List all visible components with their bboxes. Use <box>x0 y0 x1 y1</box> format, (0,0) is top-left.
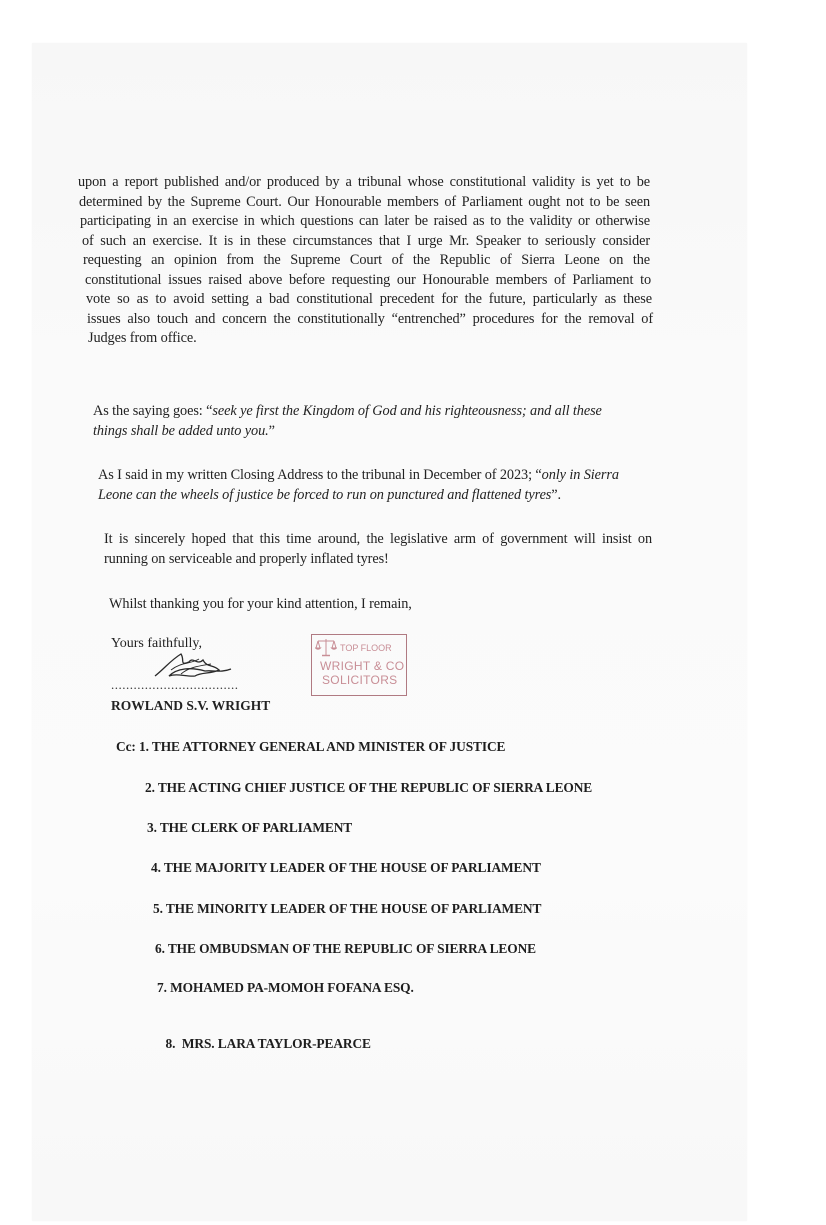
signature-block <box>111 634 411 720</box>
text-line: requesting an opinion from the Supreme Court of the Republic of Sierra Leone on the <box>83 252 650 268</box>
text-line: Whilst thanking you for your kind attention, I remain, <box>109 596 412 612</box>
stamp-solicitors: SOLICITORS <box>322 673 398 687</box>
text-line <box>93 422 653 442</box>
text-line: running on serviceable and properly inflated tyres! <box>104 550 389 567</box>
quote-lead: As I said in my written Closing Address to the tribunal in December of 2023; “ <box>98 467 542 483</box>
cc-item <box>116 739 505 755</box>
cc-recipient: 8. MRS. LARA TAYLOR-PEARCE <box>165 1036 371 1051</box>
cc-item <box>159 1020 371 1052</box>
text-line: It is sincerely hoped that this time around, the legislative arm of government will insist on <box>104 531 652 547</box>
cc-recipient: 4. THE MAJORITY LEADER OF THE HOUSE OF PARLIAMENT <box>151 860 541 875</box>
quote-italic: only in Sierra <box>541 467 619 483</box>
text-line: constitutional issues raised above before requesting our Honourable members of Parliament to <box>85 271 651 288</box>
scales-of-justice-icon <box>315 638 337 658</box>
cc-recipient: 1. THE ATTORNEY GENERAL AND MINISTER OF JUSTICE <box>139 739 506 754</box>
text-line: of such an exercise. It is in these circumstances that I urge Mr. Speaker to seriously consider <box>82 232 650 249</box>
text-line <box>98 486 658 506</box>
quote-lead: As the saying goes: “ <box>93 403 213 419</box>
valediction: Yours faithfully, <box>111 636 203 651</box>
text-line: Judges from office. <box>88 330 197 346</box>
cc-recipient: 6. THE OMBUDSMAN OF THE REPUBLIC OF SIERRA LEONE <box>155 941 536 956</box>
quote-italic: things shall be added unto you. <box>93 422 269 439</box>
text-line: participating in an exercise in which questions can later be raised as to the validity or otherwise <box>80 213 650 229</box>
text-line <box>98 466 658 486</box>
stamp-address: TOP FLOOR <box>340 643 392 653</box>
cc-item <box>147 820 352 836</box>
cc-item <box>151 860 541 876</box>
cc-recipient: 2. THE ACTING CHIEF JUSTICE OF THE REPUBLIC OF SIERRA LEONE <box>145 780 593 795</box>
closing-line <box>109 595 412 615</box>
text-line: upon a report published and/or produced by a tribunal whose constitutional validity is yet to be <box>78 174 650 190</box>
quote-italic: Leone can the wheels of justice be forced to run on punctured and flattened tyres <box>98 486 552 503</box>
cc-recipient: 3. THE CLERK OF PARLIAMENT <box>147 820 353 835</box>
cc-prefix: Cc: <box>116 739 140 754</box>
signatory-name: ROWLAND S.V. WRIGHT <box>111 698 271 713</box>
paragraph-constitutional-issues <box>78 173 653 349</box>
cc-item <box>153 901 541 917</box>
text-line: issues also touch and concern the constitutionally “entrenched” procedures for the removal of <box>87 310 653 327</box>
cc-recipient: 7. MOHAMED PA-MOMOH FOFANA ESQ. <box>157 980 414 995</box>
stamp-firm-name: WRIGHT & CO <box>320 659 405 673</box>
text-line: determined by the Supreme Court. Our Honourable members of Parliament ought not to be seen <box>79 193 650 210</box>
quote-italic: seek ye first the Kingdom of God and his righteousness; and all these <box>212 403 602 419</box>
handwritten-signature <box>151 652 241 678</box>
text-line <box>93 402 653 422</box>
text-line: vote so as to avoid setting a bad constitutional precedent for the future, particularly as these <box>86 291 652 307</box>
cc-item <box>157 980 414 996</box>
company-stamp <box>311 634 407 696</box>
paragraph-saying <box>93 402 653 441</box>
cc-recipient: 5. THE MINORITY LEADER OF THE HOUSE OF PARLIAMENT <box>153 901 542 916</box>
cc-item <box>155 941 536 957</box>
paragraph-hope <box>104 530 652 569</box>
quote-close: ”. <box>551 486 562 503</box>
cc-item <box>145 780 592 796</box>
quote-close: ” <box>268 422 275 439</box>
signature-line: .................................. <box>111 677 239 692</box>
paragraph-closing-address <box>98 466 658 505</box>
